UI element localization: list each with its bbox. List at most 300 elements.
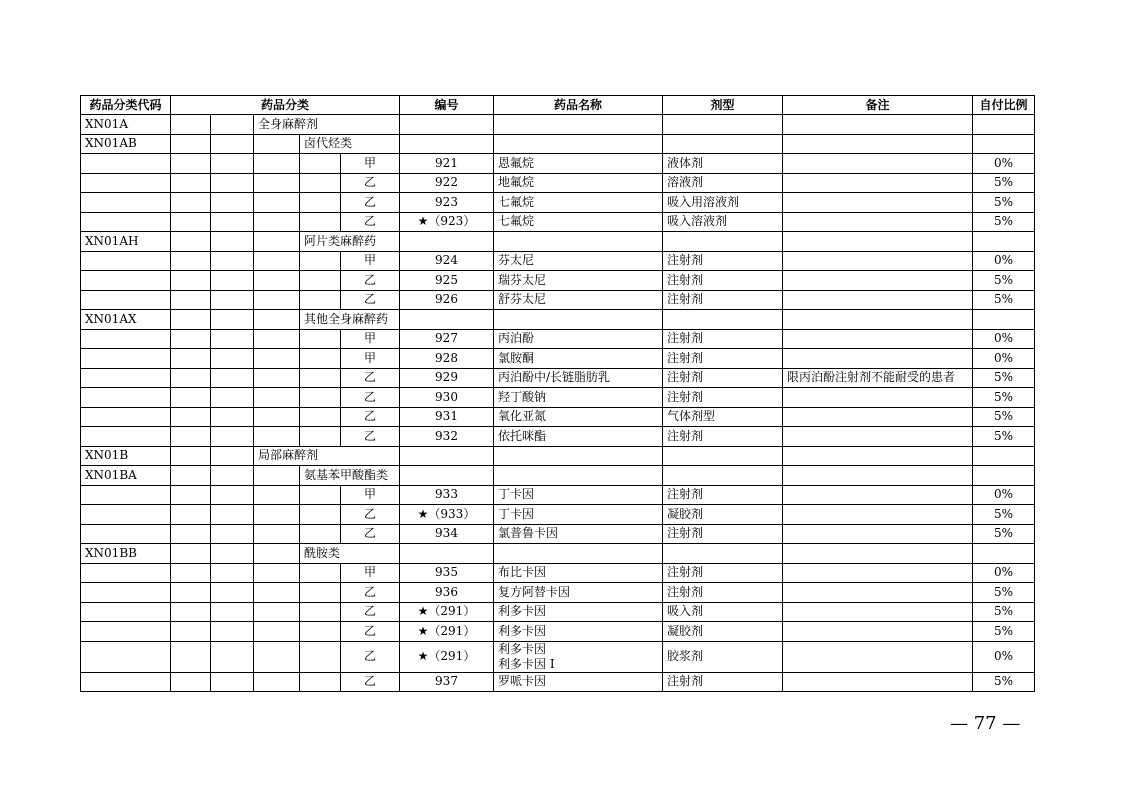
table-cell <box>973 134 1035 154</box>
grade-cell: 乙 <box>341 524 400 544</box>
table-cell <box>81 407 171 427</box>
table-cell <box>254 251 300 271</box>
category-row <box>81 134 1035 154</box>
note-cell <box>783 563 973 583</box>
form-cell: 胶浆剂 <box>663 641 783 672</box>
table-row <box>81 602 1035 622</box>
grade-cell: 乙 <box>341 672 400 692</box>
category-code: XN01AB <box>81 134 171 154</box>
category-label: 氨基苯甲酸酯类 <box>300 466 400 486</box>
table-row <box>81 505 1035 525</box>
table-cell <box>783 134 973 154</box>
table-cell <box>300 251 341 271</box>
form-cell: 注射剂 <box>663 290 783 310</box>
table-cell <box>211 154 254 174</box>
form-cell: 凝胶剂 <box>663 622 783 642</box>
table-cell <box>783 115 973 135</box>
table-cell <box>783 466 973 486</box>
name-cell: 氧化亚氮 <box>494 407 663 427</box>
ratio-cell: 5% <box>973 173 1035 193</box>
table-cell <box>211 193 254 213</box>
table-cell <box>171 251 211 271</box>
table-cell <box>81 173 171 193</box>
table-row <box>81 672 1035 692</box>
table-cell <box>211 407 254 427</box>
number-cell: 929 <box>400 368 494 388</box>
table-cell <box>171 563 211 583</box>
table-cell <box>171 641 211 672</box>
table-cell <box>211 641 254 672</box>
name-cell: 丙泊酚中/长链脂肪乳 <box>494 368 663 388</box>
category-row <box>81 446 1035 466</box>
note-cell <box>783 329 973 349</box>
table-cell <box>254 134 300 154</box>
table-cell <box>81 427 171 447</box>
name-cell: 复方阿替卡因 <box>494 583 663 603</box>
table-cell <box>254 544 300 564</box>
table-cell <box>254 505 300 525</box>
form-cell: 吸入溶液剂 <box>663 212 783 232</box>
note-cell <box>783 271 973 291</box>
ratio-cell: 0% <box>973 485 1035 505</box>
table-row <box>81 329 1035 349</box>
table-cell <box>254 368 300 388</box>
note-cell <box>783 505 973 525</box>
table-row <box>81 583 1035 603</box>
category-label: 其他全身麻醉药 <box>300 310 400 330</box>
table-cell <box>254 466 300 486</box>
table-cell <box>171 368 211 388</box>
number-cell: 927 <box>400 329 494 349</box>
name-cell: 羟丁酸钠 <box>494 388 663 408</box>
table-cell <box>254 407 300 427</box>
table-cell <box>81 602 171 622</box>
table-cell <box>171 388 211 408</box>
name-cell: 芬太尼 <box>494 251 663 271</box>
ratio-cell: 0% <box>973 251 1035 271</box>
table-cell <box>663 115 783 135</box>
table-cell <box>254 329 300 349</box>
category-code: XN01AH <box>81 232 171 252</box>
table-cell <box>81 524 171 544</box>
category-code: XN01B <box>81 446 171 466</box>
table-cell <box>254 232 300 252</box>
table-cell <box>171 672 211 692</box>
ratio-cell: 0% <box>973 563 1035 583</box>
header-number: 编号 <box>400 96 494 115</box>
number-cell: 923 <box>400 193 494 213</box>
table-cell <box>300 212 341 232</box>
name-cell: 恩氟烷 <box>494 154 663 174</box>
grade-cell: 乙 <box>341 388 400 408</box>
table-cell <box>663 310 783 330</box>
table-cell <box>171 583 211 603</box>
table-cell <box>254 388 300 408</box>
table-cell <box>211 505 254 525</box>
grade-cell: 乙 <box>341 173 400 193</box>
note-cell <box>783 583 973 603</box>
category-label: 全身麻醉剂 <box>254 115 400 135</box>
note-cell <box>783 388 973 408</box>
form-cell: 注射剂 <box>663 349 783 369</box>
ratio-cell: 0% <box>973 641 1035 672</box>
note-cell <box>783 602 973 622</box>
table-cell <box>254 563 300 583</box>
header-code: 药品分类代码 <box>81 96 171 115</box>
ratio-cell: 5% <box>973 271 1035 291</box>
table-cell <box>400 544 494 564</box>
note-cell: 限丙泊酚注射剂不能耐受的患者 <box>783 368 973 388</box>
form-cell: 溶液剂 <box>663 173 783 193</box>
table-cell <box>663 544 783 564</box>
table-cell <box>211 466 254 486</box>
ratio-cell: 5% <box>973 427 1035 447</box>
table-cell <box>300 505 341 525</box>
name-cell: 氯胺酮 <box>494 349 663 369</box>
number-cell: 924 <box>400 251 494 271</box>
form-cell: 凝胶剂 <box>663 505 783 525</box>
form-cell: 注射剂 <box>663 271 783 291</box>
table-cell <box>254 672 300 692</box>
table-cell <box>973 232 1035 252</box>
category-row <box>81 466 1035 486</box>
page-number: — 77 — <box>950 713 1021 734</box>
category-code: XN01BA <box>81 466 171 486</box>
table-cell <box>783 544 973 564</box>
name-cell: 依托咪酯 <box>494 427 663 447</box>
grade-cell: 乙 <box>341 505 400 525</box>
ratio-cell: 0% <box>973 349 1035 369</box>
table-cell <box>211 290 254 310</box>
table-cell <box>300 193 341 213</box>
table-cell <box>171 173 211 193</box>
table-cell <box>494 544 663 564</box>
table-cell <box>211 544 254 564</box>
number-cell: 926 <box>400 290 494 310</box>
ratio-cell: 5% <box>973 622 1035 642</box>
table-cell <box>171 505 211 525</box>
table-cell <box>300 622 341 642</box>
ratio-cell: 5% <box>973 290 1035 310</box>
note-cell <box>783 672 973 692</box>
table-cell <box>300 563 341 583</box>
note-cell <box>783 349 973 369</box>
table-cell <box>400 232 494 252</box>
table-cell <box>254 193 300 213</box>
grade-cell: 乙 <box>341 622 400 642</box>
table-cell <box>171 427 211 447</box>
table-body <box>81 115 1035 692</box>
table-cell <box>171 349 211 369</box>
table-cell <box>494 466 663 486</box>
table-row <box>81 251 1035 271</box>
table-cell <box>81 388 171 408</box>
grade-cell: 乙 <box>341 290 400 310</box>
category-code: XN01A <box>81 115 171 135</box>
table-cell <box>171 446 211 466</box>
number-cell: 932 <box>400 427 494 447</box>
header-ratio: 自付比例 <box>973 96 1035 115</box>
table-cell <box>300 485 341 505</box>
table-cell <box>171 524 211 544</box>
table-cell <box>211 622 254 642</box>
table-cell <box>211 251 254 271</box>
number-cell: 925 <box>400 271 494 291</box>
ratio-cell: 5% <box>973 524 1035 544</box>
table-cell <box>171 212 211 232</box>
ratio-cell: 5% <box>973 388 1035 408</box>
table-header-row <box>81 96 1035 115</box>
name-cell: 丙泊酚 <box>494 329 663 349</box>
table-cell <box>254 212 300 232</box>
table-cell <box>494 134 663 154</box>
name-cell: 利多卡因 <box>494 602 663 622</box>
name-cell: 罗哌卡因 <box>494 672 663 692</box>
table-cell <box>81 290 171 310</box>
grade-cell: 甲 <box>341 251 400 271</box>
ratio-cell: 5% <box>973 672 1035 692</box>
table-row <box>81 524 1035 544</box>
form-cell: 吸入剂 <box>663 602 783 622</box>
grade-cell: 乙 <box>341 641 400 672</box>
table-cell <box>211 388 254 408</box>
table-cell <box>171 271 211 291</box>
category-label: 局部麻醉剂 <box>254 446 400 466</box>
form-cell: 注射剂 <box>663 427 783 447</box>
grade-cell: 乙 <box>341 427 400 447</box>
table-cell <box>211 602 254 622</box>
note-cell <box>783 641 973 672</box>
ratio-cell: 5% <box>973 583 1035 603</box>
table-cell <box>171 154 211 174</box>
table-cell <box>300 368 341 388</box>
grade-cell: 甲 <box>341 563 400 583</box>
name-cell: 丁卡因 <box>494 485 663 505</box>
number-cell: 921 <box>400 154 494 174</box>
table-cell <box>81 154 171 174</box>
table-cell <box>171 329 211 349</box>
form-cell: 注射剂 <box>663 583 783 603</box>
number-cell: ★（291） <box>400 602 494 622</box>
table-cell <box>783 232 973 252</box>
table-cell <box>211 115 254 135</box>
ratio-cell: 5% <box>973 407 1035 427</box>
category-label: 阿片类麻醉药 <box>300 232 400 252</box>
name-cell: 舒芬太尼 <box>494 290 663 310</box>
table-cell <box>171 485 211 505</box>
table-cell <box>81 349 171 369</box>
header-form: 剂型 <box>663 96 783 115</box>
table-cell <box>254 427 300 447</box>
table-cell <box>300 173 341 193</box>
table-cell <box>171 602 211 622</box>
table-cell <box>171 407 211 427</box>
header-name: 药品名称 <box>494 96 663 115</box>
table-cell <box>663 232 783 252</box>
ratio-cell: 0% <box>973 329 1035 349</box>
table-cell <box>663 134 783 154</box>
grade-cell: 甲 <box>341 349 400 369</box>
table-cell <box>171 193 211 213</box>
number-cell: ★（291） <box>400 622 494 642</box>
table-cell <box>211 563 254 583</box>
table-cell <box>300 271 341 291</box>
table-cell <box>171 544 211 564</box>
number-cell: ★（291） <box>400 641 494 672</box>
note-cell <box>783 290 973 310</box>
table-row <box>81 212 1035 232</box>
category-row <box>81 544 1035 564</box>
note-cell <box>783 212 973 232</box>
ratio-cell: 5% <box>973 368 1035 388</box>
table-row <box>81 641 1035 672</box>
grade-cell: 乙 <box>341 193 400 213</box>
table-cell <box>254 602 300 622</box>
table-row <box>81 563 1035 583</box>
grade-cell: 甲 <box>341 485 400 505</box>
table-cell <box>254 271 300 291</box>
table-cell <box>400 310 494 330</box>
table-cell <box>300 672 341 692</box>
grade-cell: 乙 <box>341 583 400 603</box>
name-cell: 氯普鲁卡因 <box>494 524 663 544</box>
ratio-cell: 5% <box>973 505 1035 525</box>
table-cell <box>211 368 254 388</box>
table-cell <box>254 622 300 642</box>
table-row <box>81 485 1035 505</box>
note-cell <box>783 251 973 271</box>
table-cell <box>211 485 254 505</box>
form-cell: 注射剂 <box>663 251 783 271</box>
header-category: 药品分类 <box>171 96 400 115</box>
table-cell <box>300 524 341 544</box>
note-cell <box>783 173 973 193</box>
number-cell: ★（923） <box>400 212 494 232</box>
form-cell: 注射剂 <box>663 485 783 505</box>
table-cell <box>81 563 171 583</box>
table-cell <box>211 446 254 466</box>
table-cell <box>211 232 254 252</box>
table-cell <box>81 271 171 291</box>
name-cell: 丁卡因 <box>494 505 663 525</box>
table-cell <box>211 271 254 291</box>
table-row <box>81 290 1035 310</box>
ratio-cell: 0% <box>973 154 1035 174</box>
table-cell <box>211 329 254 349</box>
name-cell: 七氟烷 <box>494 193 663 213</box>
table-cell <box>973 310 1035 330</box>
table-cell <box>171 232 211 252</box>
table-cell <box>254 524 300 544</box>
table-cell <box>300 641 341 672</box>
table-row <box>81 193 1035 213</box>
note-cell <box>783 524 973 544</box>
category-row <box>81 310 1035 330</box>
name-cell: 瑞芬太尼 <box>494 271 663 291</box>
grade-cell: 乙 <box>341 368 400 388</box>
table-cell <box>81 212 171 232</box>
table-row <box>81 349 1035 369</box>
table-row <box>81 173 1035 193</box>
table-cell <box>171 622 211 642</box>
table-cell <box>494 115 663 135</box>
table-cell <box>211 310 254 330</box>
table-cell <box>171 310 211 330</box>
table-cell <box>300 290 341 310</box>
table-cell <box>254 290 300 310</box>
table-row <box>81 388 1035 408</box>
note-cell <box>783 622 973 642</box>
drug-table <box>80 95 1035 692</box>
grade-cell: 乙 <box>341 212 400 232</box>
number-cell: 936 <box>400 583 494 603</box>
table-cell <box>81 672 171 692</box>
category-code: XN01BB <box>81 544 171 564</box>
table-cell <box>400 134 494 154</box>
note-cell <box>783 154 973 174</box>
category-code: XN01AX <box>81 310 171 330</box>
table-cell <box>171 115 211 135</box>
number-cell: 934 <box>400 524 494 544</box>
name-cell: 地氟烷 <box>494 173 663 193</box>
ratio-cell: 5% <box>973 193 1035 213</box>
table-cell <box>494 232 663 252</box>
table-cell <box>254 485 300 505</box>
table-cell <box>81 622 171 642</box>
form-cell: 吸入用溶液剂 <box>663 193 783 213</box>
table-cell <box>300 349 341 369</box>
grade-cell: 乙 <box>341 271 400 291</box>
table-cell <box>300 407 341 427</box>
table-cell <box>81 641 171 672</box>
ratio-cell: 5% <box>973 602 1035 622</box>
grade-cell: 甲 <box>341 329 400 349</box>
table-cell <box>211 134 254 154</box>
form-cell: 液体剂 <box>663 154 783 174</box>
note-cell <box>783 485 973 505</box>
name-line: 利多卡因 I <box>498 656 555 671</box>
table-cell <box>171 466 211 486</box>
table-cell <box>973 446 1035 466</box>
table-cell <box>494 446 663 466</box>
table-cell <box>81 251 171 271</box>
table-row <box>81 154 1035 174</box>
note-cell <box>783 427 973 447</box>
table-cell <box>81 505 171 525</box>
number-cell: 937 <box>400 672 494 692</box>
number-cell: ★（933） <box>400 505 494 525</box>
table-cell <box>211 672 254 692</box>
form-cell: 注射剂 <box>663 563 783 583</box>
number-cell: 928 <box>400 349 494 369</box>
table-cell <box>211 524 254 544</box>
table-cell <box>973 466 1035 486</box>
table-cell <box>254 349 300 369</box>
form-cell: 气体剂型 <box>663 407 783 427</box>
number-cell: 922 <box>400 173 494 193</box>
table-cell <box>300 602 341 622</box>
name-cell: 利多卡因 <box>494 622 663 642</box>
table-cell <box>81 329 171 349</box>
category-row <box>81 115 1035 135</box>
table-cell <box>171 290 211 310</box>
name-cell: 七氟烷 <box>494 212 663 232</box>
table-cell <box>254 641 300 672</box>
table-row <box>81 407 1035 427</box>
table-cell <box>300 427 341 447</box>
name-cell <box>494 641 663 672</box>
name-line: 利多卡因 <box>498 641 547 656</box>
